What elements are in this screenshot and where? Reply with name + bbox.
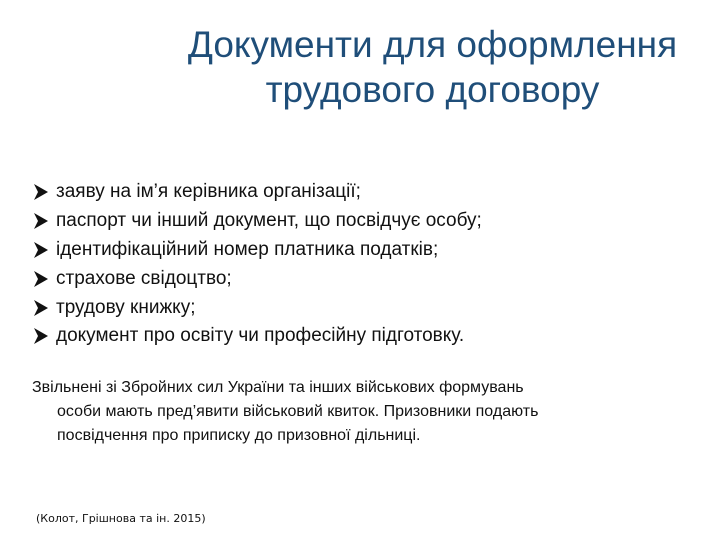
list-item (32, 178, 482, 207)
arrowhead-bullet-icon (32, 299, 56, 317)
list-item (32, 207, 482, 236)
arrowhead-bullet-icon (32, 241, 56, 259)
list-item-text: ідентифікаційний номер платника податків; (56, 238, 439, 260)
arrowhead-bullet-icon (32, 270, 56, 288)
list-item-text: документ про освіту чи професійну підготовку. (56, 325, 465, 347)
list-item (32, 264, 482, 293)
list-item (32, 293, 482, 322)
arrowhead-bullet-icon (32, 327, 56, 345)
slide-title-line-2: трудового договору (265, 69, 600, 110)
source-citation: (Колот, Грішнова та ін. 2015) (36, 512, 206, 525)
document-list (32, 178, 482, 351)
list-item-text: страхове свідоцтво; (56, 267, 232, 289)
list-item (32, 322, 482, 351)
slide-title (150, 22, 715, 112)
slide-title-line-1: Документи для оформлення (187, 24, 678, 65)
list-item-text: паспорт чи інший документ, що посвідчує особу; (56, 210, 482, 232)
note-line-1: Звільнені зі Збройних сил України та інших військових формувань (32, 379, 524, 396)
arrowhead-bullet-icon (32, 212, 56, 230)
list-item-text: трудову книжку; (56, 296, 196, 318)
list-item (32, 236, 482, 265)
arrowhead-bullet-icon (32, 183, 56, 201)
note-line-2: особи мають пред’явити військовий квиток. Призовники подають (57, 403, 539, 420)
military-note (32, 376, 682, 448)
note-line-3: посвідчення про приписку до призовної дільниці. (57, 427, 421, 444)
list-item-text: заяву на ім’я керівника організації; (56, 181, 361, 203)
